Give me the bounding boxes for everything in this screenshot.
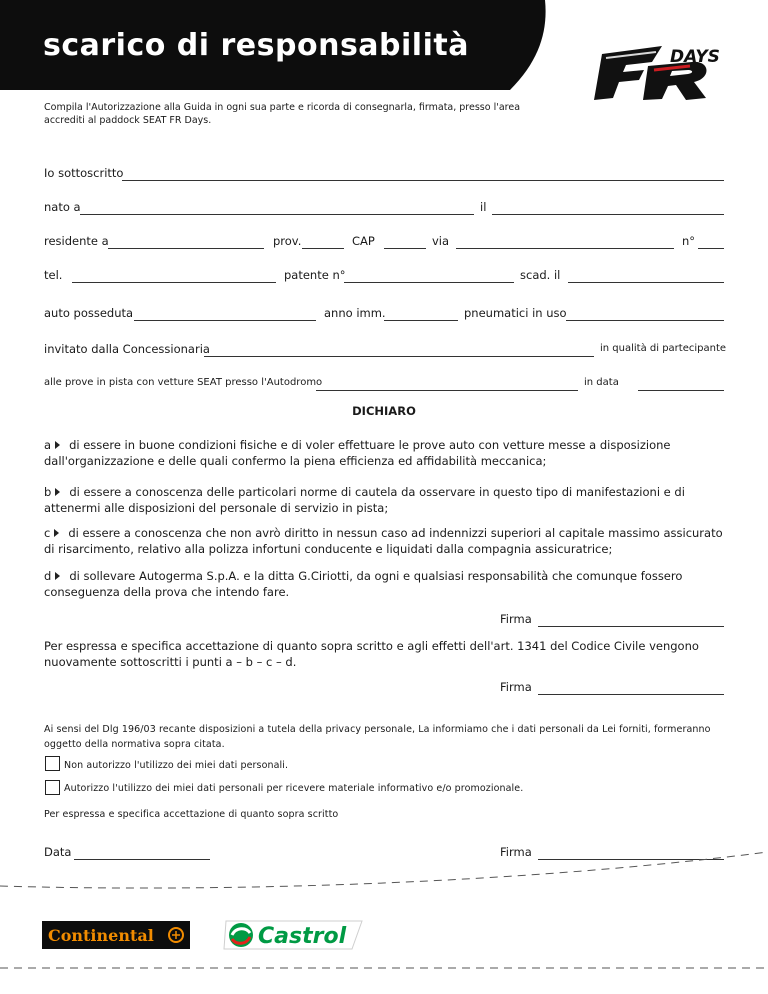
triangle-bullet-icon bbox=[55, 441, 60, 449]
row-residenza bbox=[44, 234, 724, 252]
continental-logo bbox=[42, 921, 190, 949]
label-patente: patente n° bbox=[284, 268, 346, 282]
field-tel[interactable] bbox=[72, 282, 276, 283]
label-nato-a: nato a bbox=[44, 200, 81, 214]
signature-row-1 bbox=[44, 612, 724, 630]
row-autodromo bbox=[44, 376, 724, 394]
cut-line-bottom bbox=[0, 966, 768, 970]
label-numero: n° bbox=[682, 234, 696, 248]
row-sottoscritto bbox=[44, 166, 724, 184]
label-qualita: in qualità di partecipante bbox=[600, 343, 727, 354]
clause-text: di essere in buone condizioni fisiche e di voler effettuare le prove auto con vetture messe a disposizione dall'organizzazione e delle quali confermo la piena efficienza ed affidabilità meccanica; bbox=[44, 438, 671, 468]
clause-text: di essere a conoscenza che non avrò diritto in nessun caso ad indennizzi superiori al capitale massimo assicurato di risarcimento, relativo alla polizza infortuni conducente e liquidati dalla compagnia assicuratrice; bbox=[44, 526, 723, 556]
checkbox-label-autorizzo: Autorizzo l'utilizzo dei miei dati personali per ricevere materiale informativo e/o promozionale. bbox=[64, 783, 524, 794]
label-il: il bbox=[480, 200, 487, 214]
label-residente-a: residente a bbox=[44, 234, 109, 248]
row-auto bbox=[44, 306, 724, 324]
label-anno: anno imm. bbox=[324, 306, 386, 320]
clause-text: di essere a conoscenza delle particolari norme di cautela da osservare in questo tipo di manifestazioni e di attenermi alle disposizioni del personale di servizio in pista; bbox=[44, 485, 685, 515]
checkbox-non-autorizzo[interactable] bbox=[45, 756, 60, 771]
label-in-data: in data bbox=[584, 377, 619, 388]
dichiaro-heading: DICHIARO bbox=[352, 404, 416, 418]
label-pneumatici: pneumatici in uso bbox=[464, 306, 567, 320]
accettazione-privacy-text: Per espressa e specifica accettazione di quanto sopra scritto bbox=[44, 809, 339, 820]
field-firma-2[interactable] bbox=[538, 694, 724, 695]
field-nato-a[interactable] bbox=[80, 214, 474, 215]
triangle-bullet-icon bbox=[55, 572, 60, 580]
clause-text: di sollevare Autogerma S.p.A. e la ditta G.Ciriotti, da ogni e qualsiasi responsabilità che comunque fossero conseguenza della prova che intendo fare. bbox=[44, 569, 683, 599]
row-contatti bbox=[44, 268, 724, 286]
field-firma-1[interactable] bbox=[538, 626, 724, 627]
label-cap: CAP bbox=[352, 234, 375, 248]
checkbox-autorizzo[interactable] bbox=[45, 780, 60, 795]
field-prov[interactable] bbox=[302, 248, 344, 249]
clause-letter: a bbox=[44, 438, 52, 452]
field-anno[interactable] bbox=[384, 320, 458, 321]
privacy-text: Ai sensi del Dlg 196/03 recante disposizioni a tutela della privacy personale, La informiamo che i dati personali da Lei forniti, formeranno oggetto della normativa sopra citata. bbox=[44, 724, 711, 750]
clause-letter: d bbox=[44, 569, 52, 583]
clause-b bbox=[44, 484, 726, 516]
cut-line-curve bbox=[0, 840, 768, 900]
castrol-logo-text: Castrol bbox=[258, 924, 347, 949]
label-firma: Firma bbox=[500, 845, 532, 859]
label-via: via bbox=[432, 234, 450, 248]
field-cap[interactable] bbox=[384, 248, 426, 249]
field-patente[interactable] bbox=[344, 282, 514, 283]
accettazione-text: Per espressa e specifica accettazione di quanto sopra scritto e agli effetti dell'art. 1341 del Codice Civile vengono nuovamente sottoscritti i punti a – b – c – d. bbox=[44, 639, 699, 669]
field-pneumatici[interactable] bbox=[566, 320, 724, 321]
clause-a bbox=[44, 437, 726, 469]
label-sottoscritto: Io sottoscritto bbox=[44, 166, 124, 180]
continental-logo-text: Continental bbox=[48, 926, 154, 945]
label-data: Data bbox=[44, 845, 72, 859]
field-scadenza[interactable] bbox=[568, 282, 724, 283]
triangle-bullet-icon bbox=[55, 488, 60, 496]
fr-days-logo bbox=[582, 36, 732, 106]
clause-letter: c bbox=[44, 526, 51, 540]
field-via[interactable] bbox=[456, 248, 674, 249]
intro-text: Compila l'Autorizzazione alla Guida in ogni sua parte e ricorda di consegnarla, firmata, presso l'area accrediti al paddock SEAT FR Days. bbox=[44, 102, 521, 126]
label-prov: prov. bbox=[273, 234, 302, 248]
field-autodromo[interactable] bbox=[316, 390, 578, 391]
label-firma: Firma bbox=[500, 680, 532, 694]
label-scadenza: scad. il bbox=[520, 268, 561, 282]
field-sottoscritto[interactable] bbox=[122, 180, 724, 181]
clause-letter: b bbox=[44, 485, 52, 499]
field-residente-a[interactable] bbox=[108, 248, 264, 249]
label-tel: tel. bbox=[44, 268, 63, 282]
label-auto: auto posseduta bbox=[44, 306, 134, 320]
clause-d bbox=[44, 568, 726, 600]
label-invitato: invitato dalla Concessionaria bbox=[44, 342, 210, 356]
signature-row-2 bbox=[44, 680, 724, 698]
field-data-nascita[interactable] bbox=[492, 214, 724, 215]
label-prove: alle prove in pista con vetture SEAT presso l'Autodromo bbox=[44, 377, 323, 388]
field-numero[interactable] bbox=[698, 248, 724, 249]
castrol-logo bbox=[222, 915, 368, 955]
row-concessionaria bbox=[44, 342, 727, 360]
page-title: scarico di responsabilità bbox=[43, 28, 469, 63]
label-firma: Firma bbox=[500, 612, 532, 626]
row-nascita bbox=[44, 200, 724, 218]
field-concessionaria[interactable] bbox=[204, 356, 594, 357]
triangle-bullet-icon bbox=[54, 529, 59, 537]
logo-days-text: DAYS bbox=[670, 47, 720, 67]
checkbox-label-non-autorizzo: Non autorizzo l'utilizzo dei miei dati personali. bbox=[64, 760, 289, 771]
field-auto[interactable] bbox=[134, 320, 316, 321]
clause-c bbox=[44, 525, 726, 557]
field-in-data[interactable] bbox=[638, 390, 724, 391]
